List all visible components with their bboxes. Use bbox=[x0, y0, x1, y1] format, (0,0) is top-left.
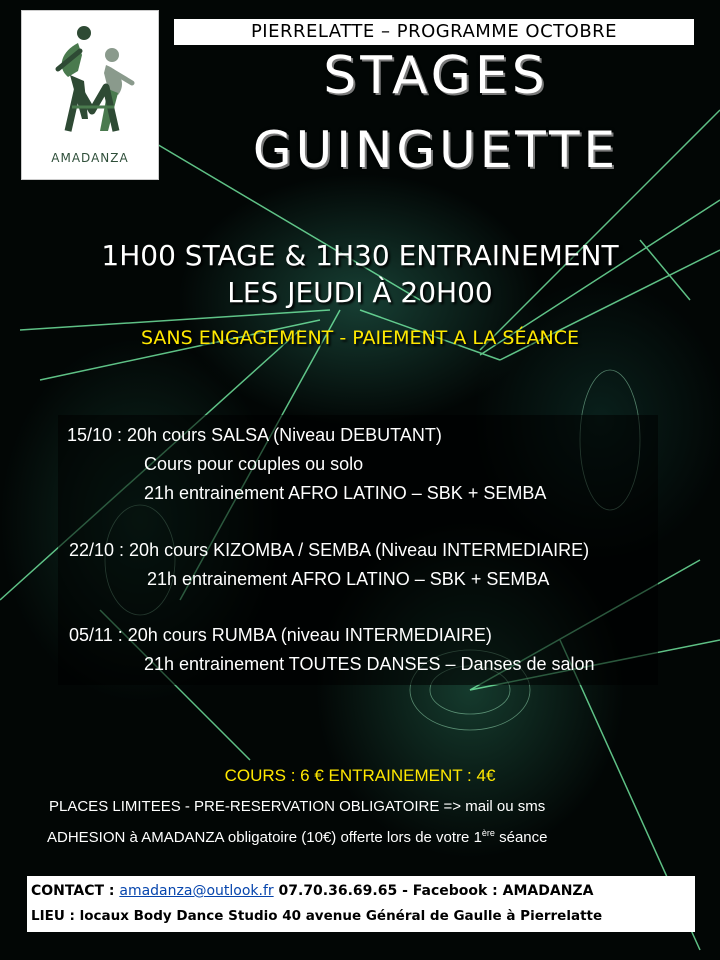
title-line-1: STAGES bbox=[323, 46, 549, 106]
location-month-banner: PIERRELATTE – PROGRAMME OCTOBRE bbox=[174, 19, 694, 45]
contact-phone-facebook: 07.70.36.69.65 - Facebook : AMADANZA bbox=[273, 883, 594, 899]
program-2-date: 22/10 : 20h cours KIZOMBA / SEMBA (Niveau INTERMEDIAIRE) bbox=[69, 540, 590, 560]
contact-label: CONTACT : bbox=[31, 883, 120, 899]
program-3-training: 21h entrainement TOUTES DANSES – Danses de salon bbox=[144, 654, 595, 674]
program-1-detail: Cours pour couples ou solo bbox=[144, 454, 364, 474]
title-line-2: GUINGUETTE bbox=[252, 121, 620, 179]
payment-terms: SANS ENGAGEMENT - PAIEMENT A LA SÉANCE bbox=[141, 327, 579, 349]
program-1-date: 15/10 : 20h cours SALSA (Niveau DEBUTANT) bbox=[67, 425, 442, 445]
program-2-training: 21h entrainement AFRO LATINO – SBK + SEMBA bbox=[147, 569, 550, 589]
membership-note-end: séance bbox=[494, 829, 548, 846]
program-3-date: 05/11 : 20h cours RUMBA (niveau INTERMEDIAIRE) bbox=[69, 625, 492, 645]
contact-line bbox=[31, 879, 593, 903]
schedule-heading: 1H00 STAGE & 1H30 ENTRAINEMENT bbox=[101, 239, 619, 272]
schedule-day-time: LES JEUDI À 20H00 bbox=[227, 276, 493, 309]
membership-note-text: ADHESION à AMADANZA obligatoire (10€) offerte lors de votre 1 bbox=[47, 829, 482, 846]
location-line: LIEU : locaux Body Dance Studio 40 avenue Général de Gaulle à Pierrelatte bbox=[31, 908, 603, 924]
contact-email-link[interactable]: amadanza@outlook.fr bbox=[119, 883, 274, 899]
dancers-logo-icon bbox=[22, 11, 158, 151]
reservation-note: PLACES LIMITEES - PRE-RESERVATION OBLIGATOIRE => mail ou sms bbox=[49, 798, 546, 815]
membership-note-superscript: ère bbox=[481, 828, 495, 838]
pricing: COURS : 6 € ENTRAINEMENT : 4€ bbox=[224, 766, 496, 785]
membership-note bbox=[47, 823, 547, 848]
contact-box bbox=[27, 876, 695, 932]
amadanza-logo bbox=[21, 10, 159, 180]
program-1-training: 21h entrainement AFRO LATINO – SBK + SEMBA bbox=[144, 483, 547, 503]
logo-wordmark: AMADANZA bbox=[51, 151, 129, 165]
